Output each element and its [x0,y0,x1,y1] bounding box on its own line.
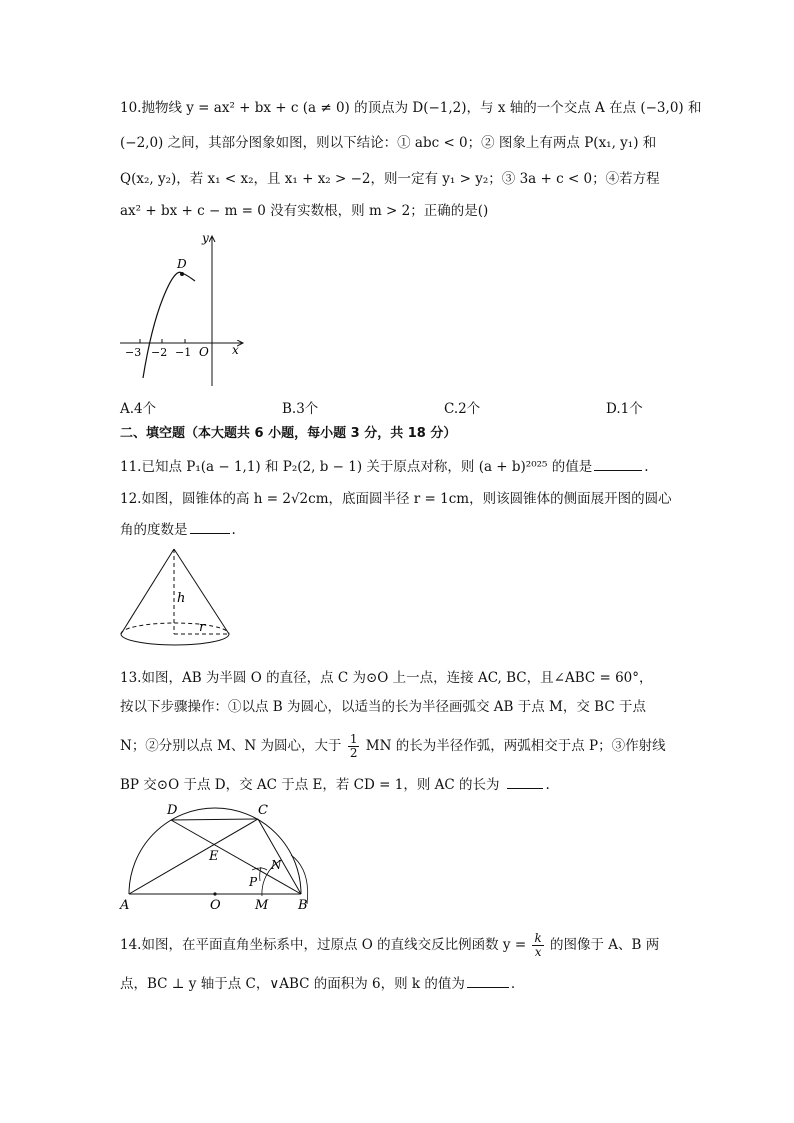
q12-line-2 [120,519,236,540]
cone-base-front [121,634,229,645]
q10-line-2: (−2,0) 之间，其部分图象如图，则以下结论：① abc < 0；② 图象上有两点 P(x₁, y₁) 和 [120,135,657,151]
q13-period: . [545,777,550,793]
point-label-a: A [120,898,130,912]
point-label-m: M [255,898,269,912]
q14-line-2 [120,973,515,994]
option-c: C.2个 [444,401,481,417]
cone-figure [115,545,240,647]
q13-line-3 [120,733,666,760]
q14-text-b: 的图像于 A、B 两 [550,937,660,953]
cone-left-edge [121,549,174,634]
q14-line-1 [120,932,659,959]
answer-blank [190,519,230,534]
radius-label: r [199,620,206,635]
point-label-n: N [271,858,282,872]
tick-label: −3 [125,346,142,359]
parabola-graph [115,228,255,390]
point-label-c: C [258,803,268,818]
q13-text-a: N；②分别以点 M、N 为圆心，大于 [120,738,342,754]
parabola-curve [143,272,195,378]
q11-line [120,456,649,477]
q14-period: . [510,976,516,992]
segment-bc [258,819,301,894]
segment-dc [171,819,258,820]
option-d: D.1个 [606,401,643,417]
fraction-denominator: 2 [349,746,358,760]
point-label-o: O [210,898,221,912]
segment-ac [129,819,258,894]
x-axis-label: x [232,343,239,357]
height-label: h [177,591,186,606]
option-a: A.4个 [120,401,157,417]
q11-text: 11.已知点 P₁(a − 1,1) 和 P₂(2, b − 1) 关于原点对称，则 (a + b)²⁰²⁵ 的值是 [120,459,593,475]
fraction-numerator: 1 [349,732,358,746]
arc-from-n [260,867,261,881]
q13-text-c: BP 交⊙O 于点 D，交 AC 于点 E，若 CD = 1，则 AC 的长为 [120,777,500,793]
semicircle-figure [115,800,315,912]
cone-base-back [121,623,229,634]
point-label-d: D [167,803,178,818]
fraction-denominator: x [534,945,542,959]
point-label-b: B [298,898,308,912]
q13-line-4 [120,774,550,795]
answer-blank [507,774,543,789]
q12-line-1: 12.如图，圆锥体的高 h = 2√2cm，底面圆半径 r = 1cm，则该圆锥体的侧面展开图的圆心 [120,491,672,507]
ray-bd [171,820,301,894]
center-point [213,892,216,895]
q14-text-c: 点，BC ⊥ y 轴于点 C，∨ABC 的面积为 6，则 k 的值为 [120,976,465,992]
q11-period: . [644,459,649,475]
q13-line-1: 13.如图，AB 为半圆 O 的直径，点 C 为⊙O 上一点，连接 AC, BC，且∠ABC = 60°， [120,670,653,686]
q12-text: 角的度数是 [120,522,188,538]
arc-from-m [252,868,267,870]
tick-label: −2 [151,346,168,359]
point-label-p: P [249,875,258,889]
y-axis-label: y [202,231,209,245]
answer-blank [467,973,509,988]
vertex-label: D [177,257,187,271]
q10-line-3: Q(x₂, y₂)，若 x₁ < x₂，且 x₁ + x₂ > −2，则一定有 y₁ > y₂；③ 3a + c < 0；④若方程 [120,171,660,187]
answer-blank [594,456,642,471]
q12-period: . [231,522,236,538]
q10-line-4: ax² + bx + c − m = 0 没有实数根，则 m > 2；正确的是() [120,203,489,219]
vertex-point [180,272,184,276]
fraction [348,733,360,760]
q10-line-1: 10.抛物线 y = ax² + bx + c (a ≠ 0) 的顶点为 D(−1,2)，与 x 轴的一个交点 A 在点 (−3,0) 和 [120,100,702,116]
section-heading: 二、填空题（本大题共 6 小题，每小题 3 分，共 18 分） [120,426,457,441]
q14-text-a: 14.如图，在平面直角坐标系中，过原点 O 的直线交反比例函数 y = [120,937,527,953]
origin-label: O [199,345,209,359]
point-label-e: E [209,849,219,864]
q13-text-b: MN 的长为半径作弧，两弧相交于点 P；③作射线 [365,738,666,754]
fraction-numerator: k [534,931,542,945]
fraction [532,932,543,959]
tick-label: −1 [175,346,192,359]
option-b: B.3个 [282,401,319,417]
q13-line-2: 按以下步骤操作：①以点 B 为圆心，以适当的长为半径画弧交 AB 于点 M，交 BC 于点 [120,699,646,715]
